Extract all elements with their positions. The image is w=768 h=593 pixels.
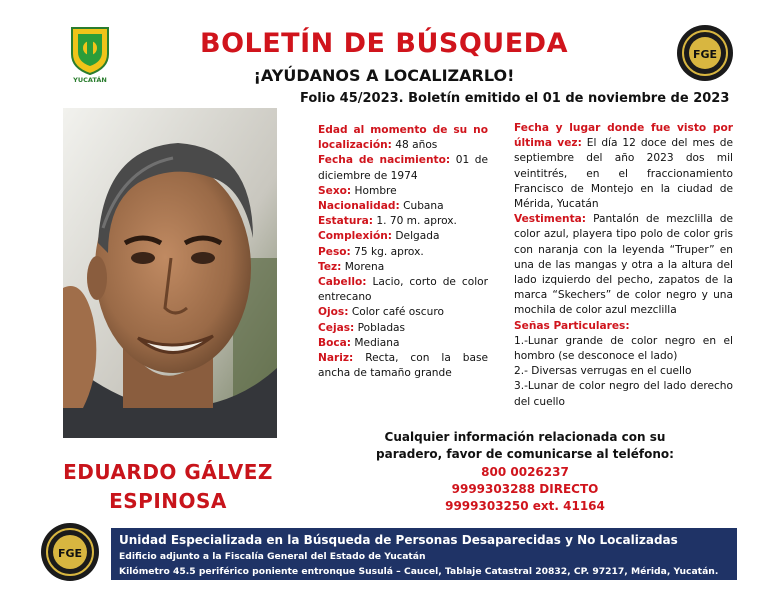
detail-label: Complexión: — [318, 230, 393, 243]
last-seen-info — [514, 121, 733, 212]
detail-sex — [318, 184, 488, 199]
detail-label: Nariz: — [318, 352, 354, 365]
detail-value: Mediana — [354, 336, 400, 349]
phone-number[interactable]: 9999303288 DIRECTO — [451, 481, 599, 496]
detail-value: Lacio, corto de color entrecano — [318, 276, 488, 304]
folio-line: Folio 45/2023. Boletín emitido el 01 de noviembre de 2023 — [300, 91, 730, 106]
page-subtitle: ¡AYÚDANOS A LOCALIZARLO! — [253, 66, 515, 85]
detail-eyes — [318, 305, 488, 320]
detail-label: Nacionalidad: — [318, 200, 400, 213]
physical-details — [318, 123, 488, 381]
detail-mouth — [318, 336, 488, 351]
detail-birthdate — [318, 153, 488, 183]
clothing-info — [514, 212, 733, 318]
detail-height — [318, 214, 488, 229]
detail-label: Cabello: — [318, 276, 367, 289]
detail-label: Estatura: — [318, 215, 373, 228]
mark-item: 2.- Diversas verrugas en el cuello — [514, 365, 692, 378]
detail-label: Boca: — [318, 336, 352, 349]
footer-building: Edificio adjunto a la Fiscalía General del Estado de Yucatán — [119, 551, 426, 562]
missing-person-photo — [63, 108, 277, 438]
detail-label: Ojos: — [318, 306, 349, 319]
detail-nationality — [318, 199, 488, 214]
detail-label: Señas Particulares: — [514, 319, 630, 332]
detail-label: Edad al momento de su no localización: — [318, 124, 488, 152]
contact-block — [340, 429, 710, 515]
fge-logo-text: FGE — [57, 547, 83, 560]
phone-number[interactable]: 9999303250 ext. 41164 — [445, 499, 605, 514]
yucatan-logo-text: YUCATÁN — [73, 76, 107, 84]
mark-item: 1.-Lunar grande de color negro en el hombro (se desconoce el lado) — [514, 334, 733, 363]
detail-label: Cejas: — [318, 321, 355, 334]
detail-value: 75 kg. aprox. — [354, 245, 424, 258]
footer-unit-name: Unidad Especializada en la Búsqueda de Personas Desaparecidas y No Localizadas — [119, 533, 678, 547]
detail-value: Hombre — [354, 184, 397, 197]
detail-hair — [318, 275, 488, 305]
detail-label: Fecha de nacimiento: — [318, 154, 451, 167]
name-line-2: ESPINOSA — [109, 489, 227, 513]
detail-value: 1. 70 m. aprox. — [376, 215, 457, 228]
detail-value: Delgada — [395, 230, 440, 243]
detail-value: Cubana — [403, 200, 444, 213]
detail-build — [318, 229, 488, 244]
detail-label: Fecha y lugar donde fue visto por última vez: — [514, 122, 733, 150]
detail-value: Color café oscuro — [351, 306, 444, 319]
mark-item: 3.-Lunar de color negro del lado derecho del cuello — [514, 380, 733, 408]
contact-line-1: Cualquier información relacionada con su — [384, 430, 666, 444]
fge-logo-text: FGE — [692, 48, 718, 61]
detail-value: 48 años — [395, 139, 438, 152]
phone-number[interactable]: 800 0026237 — [481, 464, 569, 479]
detail-value: Pobladas — [357, 321, 406, 334]
detail-age — [318, 123, 488, 153]
fge-seal-logo-footer — [40, 522, 100, 582]
marks-heading — [514, 319, 733, 334]
detail-value: Recta, con la base ancha de tamaño grande — [318, 352, 488, 380]
detail-label: Peso: — [318, 245, 351, 258]
page-title: BOLETÍN DE BÚSQUEDA — [200, 28, 568, 59]
detail-label: Vestimenta: — [514, 213, 587, 226]
detail-label: Tez: — [318, 260, 342, 273]
name-line-1: EDUARDO GÁLVEZ — [63, 460, 273, 484]
detail-value: Morena — [344, 260, 385, 273]
missing-person-name — [18, 458, 318, 516]
detail-label: Sexo: — [318, 184, 352, 197]
detail-weight — [318, 245, 488, 260]
detail-nose — [318, 351, 488, 381]
detail-value: 01 de diciembre de 1974 — [318, 154, 489, 182]
detail-value: El día 12 doce del mes de septiembre del año 2023 dos mil veintitrés, en el fraccionamiento Francisco de Montejo en la ciudad de Mérida, Yucatán — [514, 137, 733, 211]
footer-banner — [111, 528, 737, 580]
detail-eyebrows — [318, 321, 488, 336]
detail-skin — [318, 260, 488, 275]
detail-value: Pantalón de mezclilla de color azul, playera tipo polo de color gris con naranja con la leyenda “Truper” en una de las mangas y otra a la altura del lado izquierdo del pecho, zapatos de la marca “Skechers” de color negro y una mochila de color azul mezclilla — [514, 213, 733, 317]
contact-line-2: paradero, favor de comunicarse al teléfono: — [376, 447, 674, 462]
footer-address: Kilómetro 45.5 periférico poniente entronque Susulá – Caucel, Tablaje Catastral 20832, CP. 97217, Mérida, Yucatán. — [119, 566, 719, 577]
circumstance-details — [514, 121, 733, 410]
